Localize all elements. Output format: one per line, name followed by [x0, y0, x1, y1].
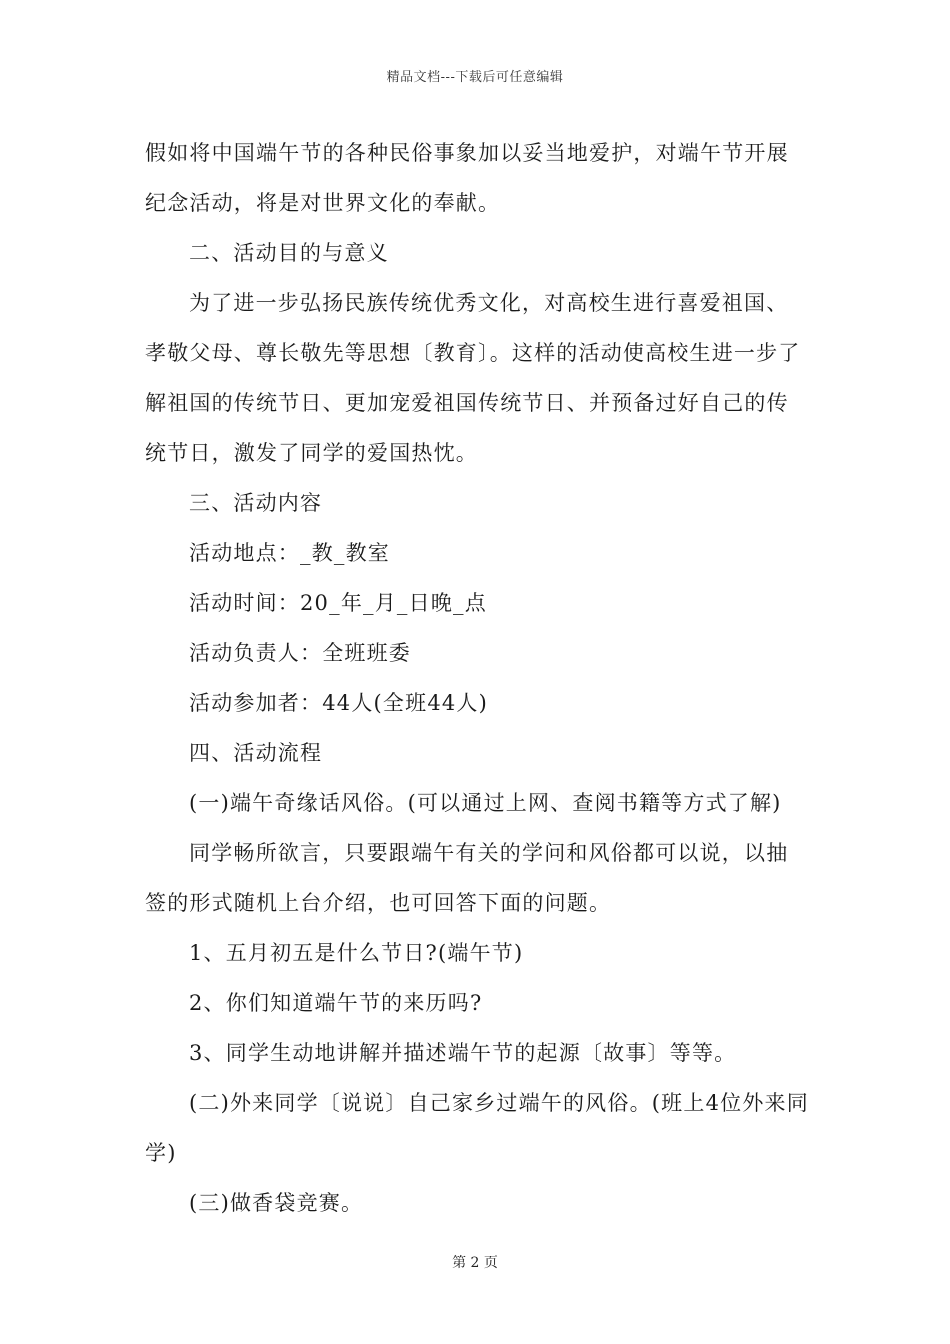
section-heading-process: 四、活动流程: [189, 741, 323, 765]
question-1: 1、五月初五是什么节日?(端午节): [189, 941, 524, 965]
paragraph-step-1-detail: 同学畅所欲言，只要跟端午有关的学问和风俗都可以说，以抽签的形式随机上台介绍，也可回答下面的问题。: [145, 841, 789, 915]
activity-organizer: 活动负责人：全班班委: [189, 641, 411, 665]
activity-location: 活动地点：_教_教室: [189, 541, 390, 565]
page-header: 精品文档---下载后可任意编辑: [386, 70, 564, 85]
question-2: 2、你们知道端午节的来历吗?: [189, 991, 483, 1015]
activity-time: 活动时间：20_年_月_日晚_点: [189, 591, 487, 615]
section-heading-content: 三、活动内容: [189, 491, 323, 515]
page-number: 第 2 页: [452, 1255, 498, 1271]
process-step-2: (二)外来同学〔说说〕自己家乡过端午的风俗。(班上4位外来同学): [145, 1091, 809, 1165]
activity-participants: 活动参加者：44人(全班44人): [189, 691, 489, 715]
process-step-1: (一)端午奇缘话风俗。(可以通过上网、查阅书籍等方式了解): [189, 791, 782, 815]
document-body: [145, 128, 810, 1228]
section-heading-purpose: 二、活动目的与意义: [189, 241, 389, 265]
question-3: 3、同学生动地讲解并描述端午节的起源〔故事〕等等。: [189, 1041, 737, 1065]
paragraph-purpose: 为了进一步弘扬民族传统优秀文化，对高校生进行喜爱祖国、孝敬父母、尊长敬先等思想〔教育〕。这样的活动使高校生进一步了解祖国的传统节日、更加宠爱祖国传统节日、并预备过好自己的传统节日，激发了同学的爱国热忱。: [145, 291, 801, 465]
paragraph-intro-continuation: 假如将中国端午节的各种民俗事象加以妥当地爱护，对端午节开展纪念活动，将是对世界文化的奉献。: [145, 141, 789, 215]
process-step-3: (三)做香袋竞赛。: [189, 1191, 364, 1215]
